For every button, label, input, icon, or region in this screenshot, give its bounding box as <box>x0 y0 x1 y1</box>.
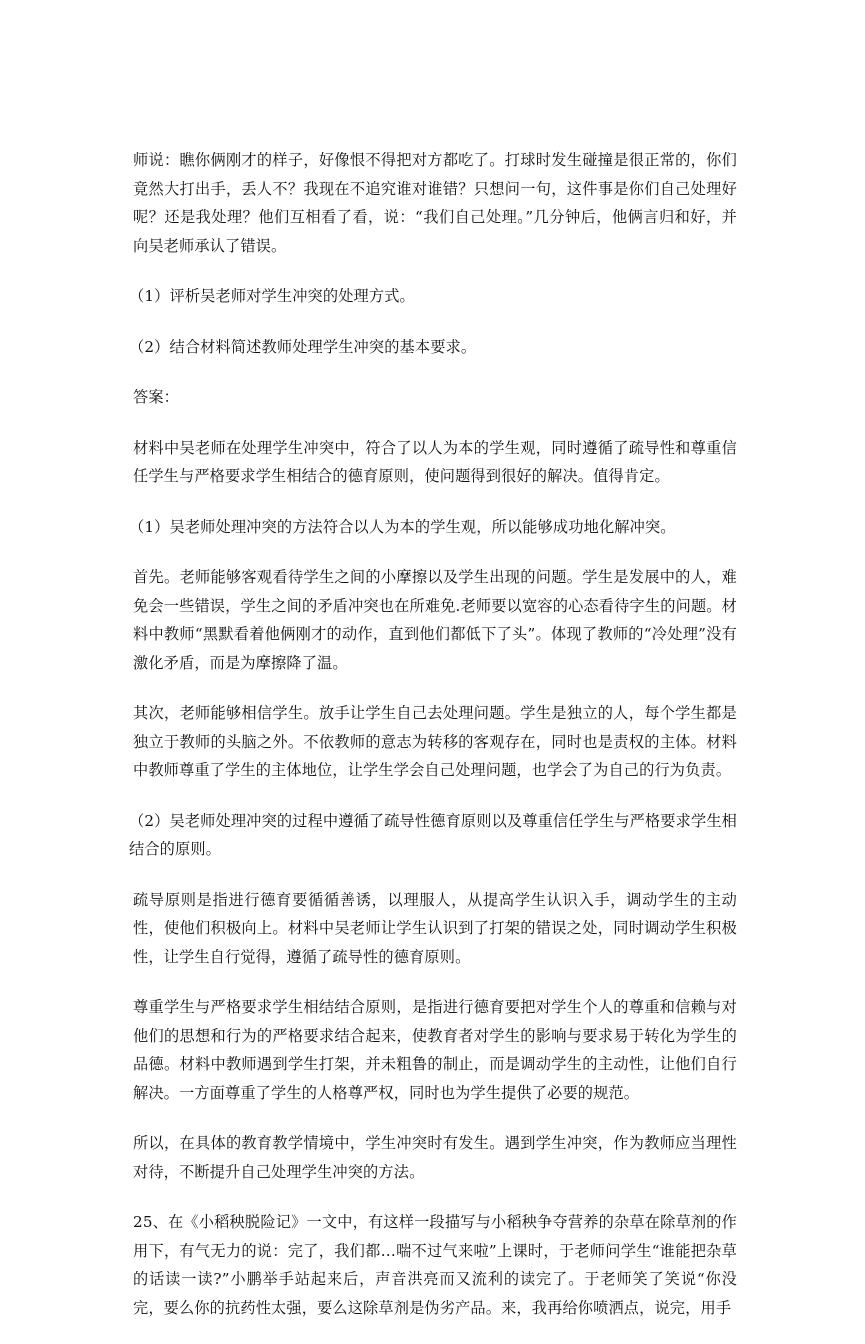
answer-part-2-respect-principle: 尊重学生与严格要求学生相结结合原则，是指进行德育要把对学生个人的尊重和信赖与对他们的思想和行为的严格要求结合起来，使教育者对学生的影响与要求易于转化为学生的品德。材料中教师遇到学生打架，并未粗鲁的制止，而是调动学生的主动性，让他们自行解决。一方面尊重了学生的人格尊严权，同时也为学生提供了必要的规范。 <box>133 998 737 1102</box>
answer-conclusion: 所以，在具体的教育教学情境中，学生冲突时有发生。遇到学生冲突，作为教师应当理性对待，不断提升自己处理学生冲突的方法。 <box>133 1134 737 1181</box>
question-25-material: 25、在《小稻秧脱险记》一文中，有这样一段描写与小稻秧争夺营养的杂草在除草剂的作用下，有气无力的说：完了，我们都…喘不过气来啦”上课时，于老师问学生“谁能把杂草的话读一读?”小鹏举手站起来后，声音洪亮而又流利的读完了。于老师笑了笑说“你没完，要么你的抗药性太强，要么这除草剂是伪劣产品。来，我再给你喷洒点，说完，用手 <box>133 1213 737 1317</box>
paragraph-story-continuation: 师说：瞧你俩刚才的样子，好像恨不得把对方都吃了。打球时发生碰撞是很正常的，你们竟然大打出手，丢人不？我现在不追究谁对谁错？只想问一句，这件事是你们自己处理好呢？还是我处理？他们互相看了看，说：“我们自己处理。”几分钟后，他俩言归和好，并向吴老师承认了错误。 <box>133 151 737 255</box>
document-body <box>129 146 737 1344</box>
answer-part-2-guidance-principle: 疏导原则是指进行德育要循循善诱，以理服人，从提高学生认识入手，调动学生的主动性，使他们积极向上。材料中吴老师让学生认识到了打架的错误之处，同时调动学生积极性，让学生自行觉得，遵循了疏导性的德育原则。 <box>133 890 737 966</box>
answer-heading: 答案： <box>133 388 180 406</box>
answer-part-1-heading: （1）吴老师处理冲突的方法符合以人为本的学生观，所以能够成功地化解冲突。 <box>129 517 676 536</box>
question-1: （1）评析吴老师对学生冲突的处理方式。 <box>129 287 415 305</box>
answer-part-1-first-point: 首先。老师能够客观看待学生之间的小摩擦以及学生出现的问题。学生是发展中的人，难免会一些错误，学生之间的矛盾冲突也在所难免.老师要以宽容的心态看待字生的问题。材料中教师“黑默看着他俩刚才的动作，直到他们都低下了头”。体现了教师的“冷处理”没有激化矛盾，而是为摩擦降了温。 <box>133 568 737 672</box>
question-2: （2）结合材料简述教师处理学生冲突的基本要求。 <box>129 337 477 356</box>
answer-part-1-second-point: 其次，老师能够相信学生。放手让学生自己去处理问题。学生是独立的人，每个学生都是独立于教师的头脑之外。不依教师的意志为转移的客观存在，同时也是责权的主体。材料中教师尊重了学生的主体地位，让学生学会自己处理问题，也学会了为自己的行为负责。 <box>133 704 737 779</box>
answer-part-2-heading: （2）吴老师处理冲突的过程中遵循了疏导性德育原则以及尊重信任学生与严格要求学生相结合的原则。 <box>129 811 737 858</box>
answer-summary: 材料中吴老师在处理学生冲突中，符合了以人为本的学生观，同时遵循了疏导性和尊重信任学生与严格要求学生相结合的德育原则，使问题得到很好的解决。值得肯定。 <box>133 438 737 485</box>
